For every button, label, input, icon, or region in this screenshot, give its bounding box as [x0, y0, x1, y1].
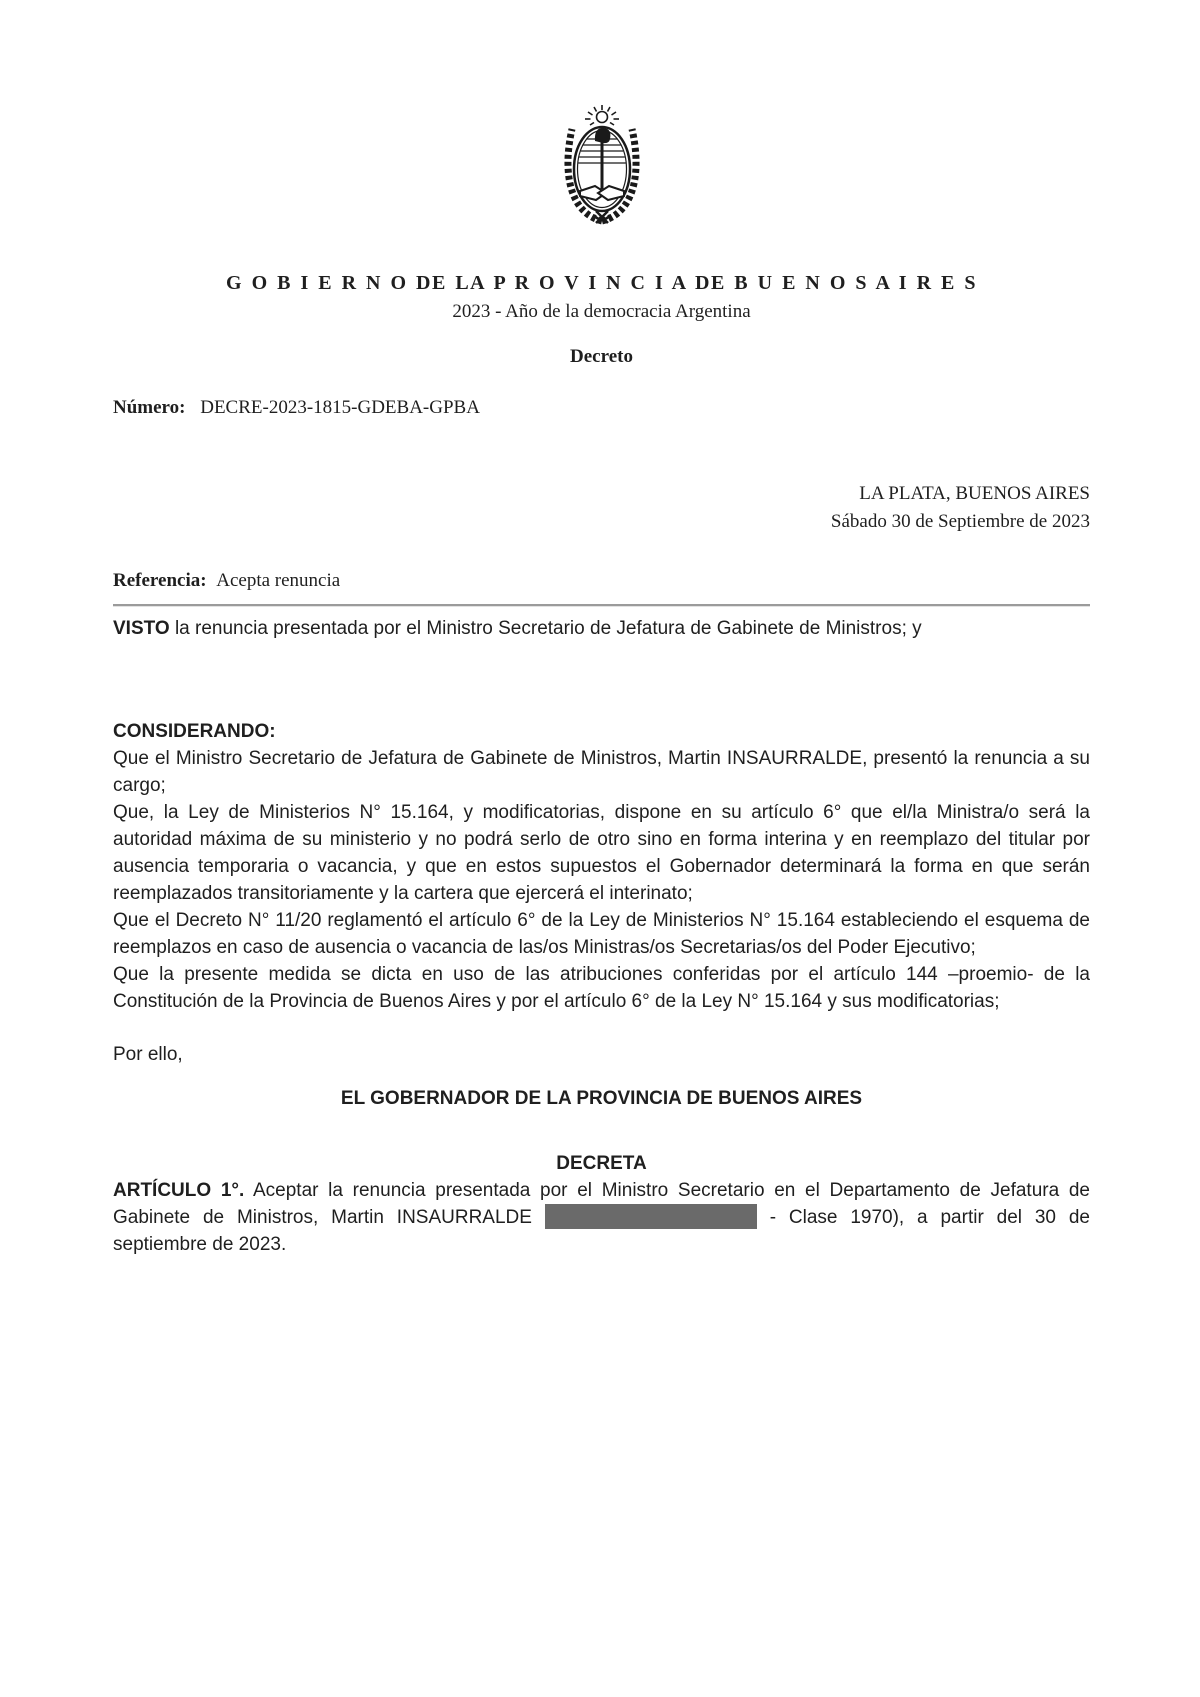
place-date-block — [113, 480, 1090, 536]
government-title: G O B I E R N O DE LA P R O V I N C I A DE B U E N O S A I R E S — [226, 272, 977, 294]
date-line: Sábado 30 de Septiembre de 2023 — [830, 511, 1090, 532]
article-1-label: ARTÍCULO 1°. — [113, 1180, 245, 1201]
decree-number-value: DECRE-2023-1815-GDEBA-GPBA — [200, 397, 480, 418]
recital-paragraph: Que el Ministro Secretario de Jefatura de Gabinete de Ministros, Martin INSAURRALDE, presentó la renuncia a su cargo; — [113, 748, 1090, 796]
document-type-heading: Decreto — [570, 346, 633, 367]
visto-label: VISTO — [113, 618, 170, 639]
decree-number-label: Número: — [113, 397, 186, 418]
argentina-coat-of-arms-icon — [554, 103, 650, 225]
decree-number-row — [113, 396, 1090, 420]
article-1-text-before: Aceptar la renuncia presentada por el Ministro Secretario en el Departamento de Jefatura de Gabinete de Ministros, Martin INSAURRALDE — [113, 1180, 1090, 1228]
decreta-heading: DECRETA — [556, 1153, 647, 1174]
authority-heading: EL GOBERNADOR DE LA PROVINCIA DE BUENOS AIRES — [340, 1088, 863, 1109]
redaction-block — [545, 1204, 757, 1229]
considerando-heading: CONSIDERANDO: — [113, 721, 276, 742]
place-line: LA PLATA, BUENOS AIRES — [859, 483, 1090, 504]
header-divider — [113, 604, 1090, 607]
visto-paragraph — [113, 615, 1090, 642]
recital-paragraph: Que, la Ley de Ministerios N° 15.164, y modificatorias, dispone en su artículo 6° que el/la Ministra/o será la autoridad máxima de su ministerio y no podrá serlo de otro sino en forma interina y en reemplazo del titular por ausencia temporaria o vacancia, y que en estos supuestos el Gobernador determinará la forma en que serán reemplazados transitoriamente y la cartera que ejercerá el interinato; — [113, 802, 1090, 904]
reference-row — [113, 569, 1090, 593]
recital-paragraph: Que el Decreto N° 11/20 reglamentó el artículo 6° de la Ley de Ministerios N° 15.164 estableciendo el esquema de reemplazos en caso de ausencia o vacancia de las/os Ministras/os Secretarias/os del Poder Ejecutivo; — [113, 910, 1090, 958]
year-motto: 2023 - Año de la democracia Argentina — [452, 301, 751, 322]
article-1-text-after: - Clase 1970), a partir del 30 de septiembre de 2023. — [113, 1207, 1090, 1255]
visto-text: la renuncia presentada por el Ministro Secretario de Jefatura de Gabinete de Ministros; y — [174, 618, 922, 639]
recital-paragraph: Que la presente medida se dicta en uso de las atribuciones conferidas por el artículo 144 –proemio- de la Constitución de la Provincia de Buenos Aires y por el artículo 6° de la Ley N° 15.164 y sus modificatorias; — [113, 964, 1090, 1012]
reference-value: Acepta renuncia — [216, 570, 341, 591]
coat-of-arms-container — [113, 0, 1090, 225]
por-ello-line: Por ello, — [113, 1044, 183, 1065]
reference-label: Referencia: — [113, 570, 207, 591]
article-1-paragraph — [113, 1177, 1090, 1258]
